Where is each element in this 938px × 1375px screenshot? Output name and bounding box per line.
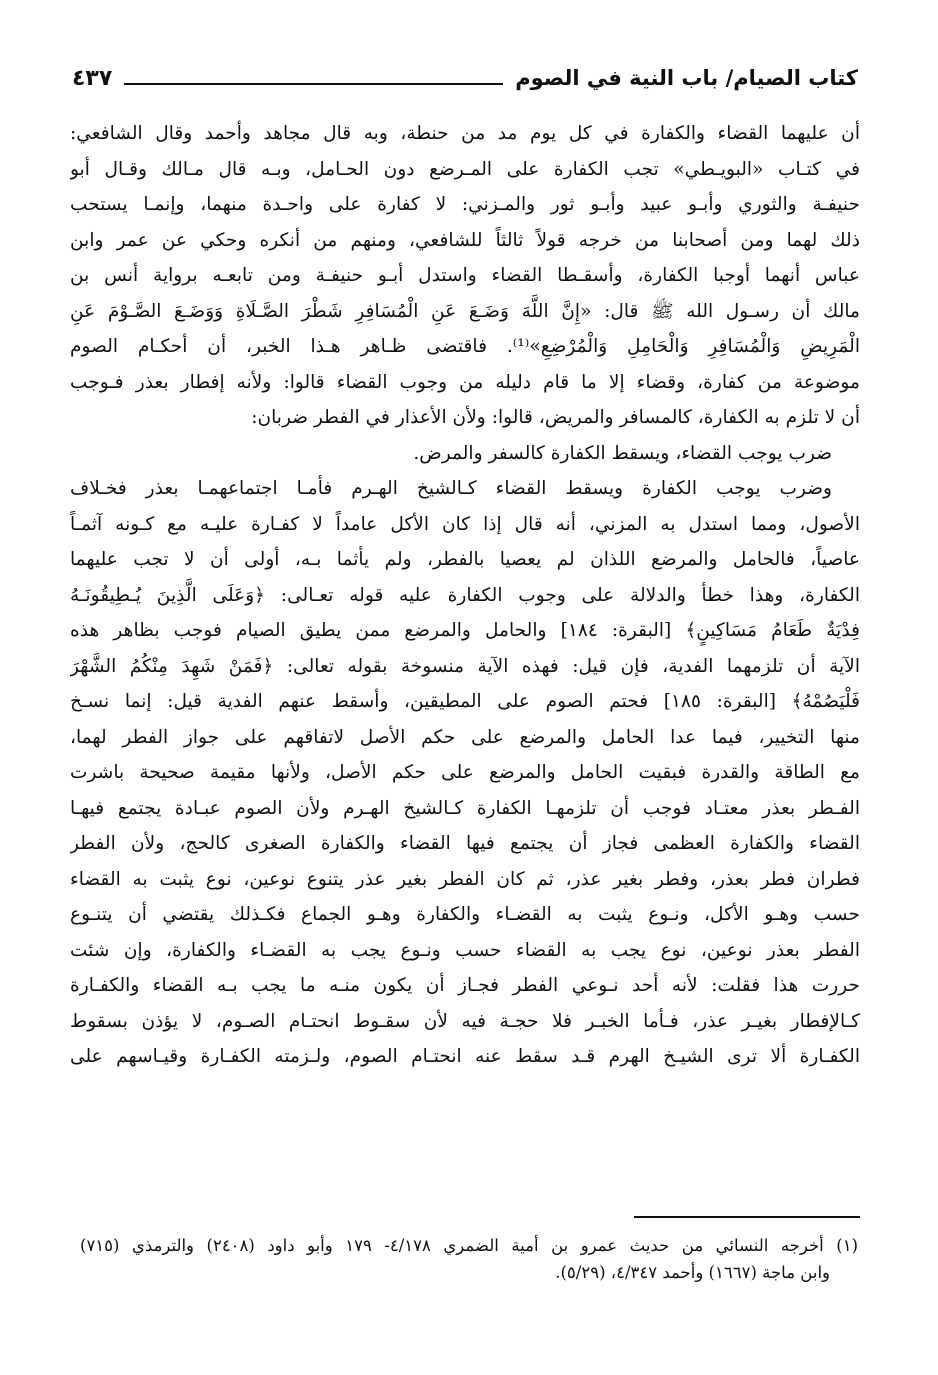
- text-line: الفـطر بعذر معتـاد فوجب أن تلزمهـا الكفارة كـالشيخ الهـرم ولأن الصوم عبـادة يجتمع فيهـا: [70, 797, 860, 819]
- text-line: كـالإفطار بغيـر عذر، فـأما الخبـر فلا حجـة فيه لأن سقـوط انحتـام الصـوم، لا يؤذن بسقوط: [70, 1010, 860, 1032]
- text-line: حنيفـة والثوري وأبـو عبيد وأبـو ثور والمـزني: لا كفارة على واحـدة منهما، وإنمـا يستحب: [70, 194, 860, 215]
- main-text: [70, 116, 860, 1075]
- text-line: فطران فطر بعذر، وفطر بغير عذر، ثم كان الفطر بغير عذر يتنوع نوعين، نوع يثبت به القضاء: [70, 868, 860, 890]
- text-line: عاصياً، فالحامل والمرضع اللذان لم يعصيا بالفطر، ولم يأثما بـه، أولى أن لا تجب عليهما: [70, 549, 860, 570]
- text-line: مع الطاقة والقدرة فبقيت الحامل والمرضع على حكم الأصل، ولأنها مقيمة صحيحة باشرت: [70, 762, 860, 783]
- footnote-separator: [634, 1216, 860, 1218]
- text-line: ذلك لهما ومن أصحابنا من خرجه قولاً ثالثاً للشافعي، ومنهم من أنكره وحكي عن عمر وابن: [70, 229, 860, 251]
- footnote-line: وابن ماجة (١٦٦٧) وأحمد ٤/٣٤٧، (٥/٢٩).: [555, 1263, 830, 1282]
- text-line: فِدْيَةٌ طَعَامُ مَسَاكِينٍ﴾ [البقرة: ١٨٤] والحامل والمرضع ممن يطيق الصيام فوجب بظاهر هذه: [70, 620, 860, 641]
- text-line: حررت هذا فقلت: لأنه أحد نـوعي الفطر فجـاز أن يكون منـه ما يجب بـه القضاء والكفـارة: [70, 975, 860, 996]
- footnotes: [80, 1232, 858, 1286]
- text-line: أن لا تلزم به الكفارة، كالمسافر والمريض، قالوا: ولأن الأعذار في الفطر ضربان:: [251, 407, 860, 428]
- header-rule: [124, 83, 503, 85]
- text-line: الْمَرِيضِ وَالْمُسَافِرِ وَالْحَامِلِ وَالْمُرْضِعِ»⁽¹⁾. فاقتضى ظـاهر هـذا الخبر، أن أحكـام الصوم: [70, 336, 860, 357]
- text-line: مالك أن رسـول الله ﷺ قال: «إِنَّ اللَّهَ وَضَـعَ عَنِ الْمُسَافِرِ شَطْرَ الصَّـلَاةِ وَوَضَـعَ الصَّـوْمَ عَنِ: [70, 300, 860, 322]
- text-line: موضوعة من كفارة، وقضاء إلا ما قام دليله من وجوب القضاء قالوا: ولأنه إفطار بعذر فـوجب: [70, 371, 860, 393]
- text-line: أن عليهما القضاء والكفارة في كل يوم مد من حنطة، وبه قال مجاهد وأحمد وقال الشافعي:: [70, 123, 860, 144]
- text-line: الفطر بعذر نوعين، نوع يجب به القضاء حسب ونـوع يجب به القضـاء والكفارة، وإن شئت: [70, 939, 860, 961]
- text-line: حسب وهـو الأكل، ونـوع يثبت به القضـاء والكفارة وهـو الجماع فكـذلك يقتضي أن يتنـوع: [70, 904, 860, 925]
- text-line: الأصول، ومما استدل به المزني، أنه قال إذا كان الأكل عامداً لا كفـارة عليـه مع كـونه آثمـاً: [70, 513, 860, 535]
- text-line: ضرب يوجب القضاء، ويسقط الكفارة كالسفر والمرض.: [413, 442, 832, 464]
- text-line: فَلْيَصُمْهُ﴾ [البقرة: ١٨٥] فحتم الصوم على المطيقين، وأسقط عنهم الفدية قيل: إنما نسـخ: [70, 691, 860, 712]
- page-header: [72, 56, 858, 100]
- text-line: الكفارة، وهذا خطأ والدلالة على وجوب الكفارة عليه قوله تعـالى: ﴿وَعَلَى الَّذِينَ يُـطِيقُونَـهُ: [70, 584, 860, 606]
- running-title: كتاب الصيام/ باب النية في الصوم: [515, 66, 858, 90]
- text-line: في كتـاب «البويـطي» تجب الكفارة على المـرضع دون الحـامل، وبـه قال مـالك وقـال أبو: [70, 158, 860, 180]
- text-line: وضرب يوجب الكفارة ويسقط القضاء كـالشيخ الهـرم فأمـا اجتماعهمـا بعذر فخـلاف: [70, 478, 832, 499]
- text-line: القضاء والكفارة العظمى فجاز أن يجتمع فيها القضاء والكفارة الصغرى كالحج، ولأن الفطر: [70, 833, 860, 854]
- page-number: ٤٣٧: [72, 65, 113, 91]
- text-line: الآية أن تلزمهما الفدية، فإن قيل: فهذه الآية منسوخة بقوله تعالى: ﴿فَمَنْ شَهِدَ مِنْكُمُ الشَّهْرَ: [70, 655, 860, 677]
- text-line: منها التخيير، فيما عدا الحامل والمرضع على حكم الأصل لاتفاقهم على جواز الفطر لهما،: [70, 726, 860, 748]
- text-line: عباس أنهما أوجبا الكفارة، وأسقـطا القضاء واستدل أبـو حنيفـة ومن تابعـه برواية أنس بن: [70, 265, 860, 286]
- text-line: الكفـارة ألا ترى الشيـخ الهرم قـد سقط عنه انحتـام الصوم، ولـزمته الكفـارة وقيـاسهم على: [70, 1046, 860, 1067]
- footnote-line: (١) أخرجه النسائي من حديث عمرو بن أمية الضمري ٤/١٧٨- ١٧٩ وأبو داود (٢٤٠٨) والترمذي (٧١٥): [80, 1236, 858, 1255]
